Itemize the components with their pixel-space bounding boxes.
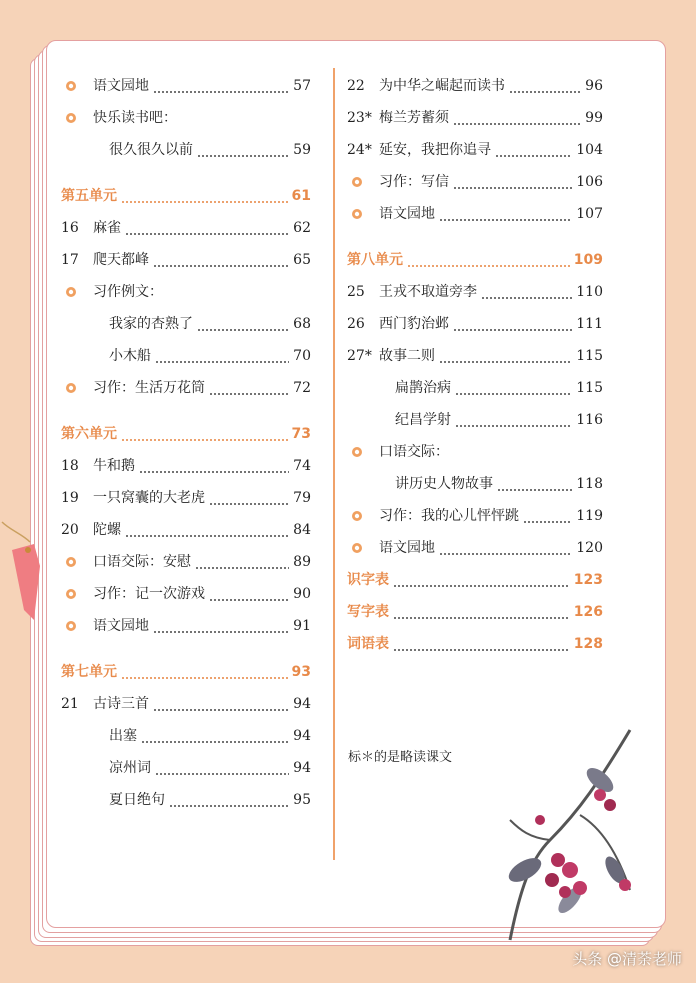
lesson-number: 21: [61, 696, 79, 712]
entry-title: 梅兰芳蓄须: [379, 110, 449, 126]
entry-title: 为中华之崛起而读书: [379, 78, 505, 94]
leader-dots: [497, 473, 572, 495]
page-number: 115: [576, 348, 603, 364]
leader-dots: [481, 281, 572, 303]
flower-bullet-icon: [65, 80, 77, 92]
entry-title: 口语交际：安慰: [93, 554, 191, 570]
toc-entry[interactable]: [61, 217, 311, 239]
leader-dots: [121, 185, 288, 207]
flower-bullet-icon: [351, 446, 363, 458]
lesson-number: 26: [347, 316, 365, 332]
appendix-entry[interactable]: [347, 601, 603, 623]
lesson-number: 18: [61, 458, 79, 474]
toc-entry[interactable]: [347, 441, 603, 463]
lesson-number: 27*: [347, 348, 372, 364]
page-number: 118: [576, 476, 603, 492]
flower-bullet-icon: [65, 112, 77, 124]
reading-note: 标＊的是略读课文: [348, 750, 453, 765]
leader-dots: [495, 139, 572, 161]
toc-entry[interactable]: [61, 377, 311, 399]
flower-bullet-icon: [65, 286, 77, 298]
appendix-entry[interactable]: [347, 633, 603, 655]
toc-entry[interactable]: [347, 281, 603, 303]
page-number: 119: [576, 508, 603, 524]
flower-bullet-icon: [65, 620, 77, 632]
page-number: 91: [293, 618, 311, 634]
lesson-number: 19: [61, 490, 79, 506]
leader-dots: [195, 551, 289, 573]
flower-bullet-icon: [65, 556, 77, 568]
toc-entry[interactable]: [61, 455, 311, 477]
toc-entry[interactable]: [61, 281, 311, 303]
page-number: 74: [293, 458, 311, 474]
lesson-number: 20: [61, 522, 79, 538]
toc-entry[interactable]: [347, 139, 603, 161]
page-number: 93: [291, 664, 311, 680]
leader-dots: [393, 601, 570, 623]
toc-entry[interactable]: [61, 345, 311, 367]
toc-entry[interactable]: [347, 107, 603, 129]
entry-title: 陀螺: [93, 522, 121, 538]
page-number: 68: [293, 316, 311, 332]
unit-heading[interactable]: [61, 185, 311, 207]
entry-title: 口语交际：: [379, 444, 449, 460]
flower-bullet-icon: [351, 208, 363, 220]
page-number: 116: [576, 412, 603, 428]
leader-dots: [141, 725, 289, 747]
entry-title: 习作例文：: [93, 284, 163, 300]
plum-branch-illustration: [430, 720, 650, 950]
leader-dots: [153, 249, 289, 271]
page-number: 110: [576, 284, 603, 300]
page-number: 90: [293, 586, 311, 602]
entry-title: 王戎不取道旁李: [379, 284, 477, 300]
toc-entry[interactable]: [61, 107, 311, 129]
entry-title: 习作：我的心儿怦怦跳: [379, 508, 519, 524]
entry-title: 延安，我把你追寻: [379, 142, 491, 158]
bookmark-tag-icon: [0, 520, 50, 640]
unit-heading[interactable]: [61, 661, 311, 683]
toc-entry[interactable]: [61, 789, 311, 811]
leader-dots: [121, 423, 288, 445]
page-number: 120: [576, 540, 603, 556]
leader-dots: [453, 107, 581, 129]
page-number: 111: [576, 316, 603, 332]
leader-dots: [153, 693, 289, 715]
flower-bullet-icon: [65, 588, 77, 600]
toc-entry[interactable]: [347, 171, 603, 193]
page-number: 109: [573, 252, 603, 268]
page-number: 123: [573, 572, 603, 588]
flower-bullet-icon: [351, 542, 363, 554]
entry-title: 习作：写信: [379, 174, 449, 190]
entry-title: 古诗三首: [93, 696, 149, 712]
entry-title: 快乐读书吧：: [93, 110, 177, 126]
entry-title: 一只窝囊的大老虎: [93, 490, 205, 506]
leader-dots: [153, 75, 289, 97]
toc-entry[interactable]: [347, 409, 603, 431]
entry-title: 爬天都峰: [93, 252, 149, 268]
leader-dots: [155, 757, 289, 779]
toc-entry[interactable]: [61, 313, 311, 335]
entry-title: 凉州词: [109, 760, 151, 776]
lesson-number: 23*: [347, 110, 372, 126]
lesson-number: 22: [347, 78, 365, 94]
leader-dots: [453, 171, 572, 193]
leader-dots: [139, 455, 289, 477]
flower-bullet-icon: [351, 176, 363, 188]
leader-dots: [393, 633, 570, 655]
leader-dots: [393, 569, 570, 591]
toc-entry[interactable]: [347, 313, 603, 335]
page-number: 115: [576, 380, 603, 396]
leader-dots: [153, 615, 289, 637]
appendix-entry[interactable]: [347, 569, 603, 591]
leader-dots: [209, 583, 289, 605]
page-number: 73: [291, 426, 311, 442]
flower-bullet-icon: [351, 510, 363, 522]
page-number: 89: [293, 554, 311, 570]
page-number: 62: [293, 220, 311, 236]
leader-dots: [453, 313, 572, 335]
entry-title: 麻雀: [93, 220, 121, 236]
leader-dots: [455, 377, 572, 399]
page-number: 107: [576, 206, 603, 222]
entry-title: 出塞: [109, 728, 137, 744]
heading-label: 写字表: [347, 604, 389, 620]
lesson-number: 24*: [347, 142, 372, 158]
column-divider: [333, 68, 335, 860]
lesson-number: 17: [61, 252, 79, 268]
entry-title: 习作：记一次游戏: [93, 586, 205, 602]
toc-entry[interactable]: [347, 377, 603, 399]
entry-title: 小木船: [109, 348, 151, 364]
toc-entry[interactable]: [61, 519, 311, 541]
toc-entry[interactable]: [347, 505, 603, 527]
leader-dots: [439, 537, 572, 559]
leader-dots: [169, 789, 289, 811]
toc-entry[interactable]: [347, 345, 603, 367]
page-number: 94: [293, 760, 311, 776]
heading-label: 第八单元: [347, 252, 403, 268]
flower-bullet-icon: [65, 382, 77, 394]
leader-dots: [407, 249, 570, 271]
toc-entry[interactable]: [61, 487, 311, 509]
page-number: 70: [293, 348, 311, 364]
leader-dots: [439, 345, 572, 367]
page-number: 59: [293, 142, 311, 158]
leader-dots: [125, 217, 289, 239]
toc-entry[interactable]: [61, 757, 311, 779]
leader-dots: [455, 409, 572, 431]
watermark-footer: 头条 @清荼老师: [572, 950, 682, 968]
leader-dots: [155, 345, 289, 367]
unit-heading[interactable]: [61, 423, 311, 445]
page-number: 99: [585, 110, 603, 126]
heading-label: 识字表: [347, 572, 389, 588]
page-number: 79: [293, 490, 311, 506]
entry-title: 扁鹊治病: [395, 380, 451, 396]
page-number: 94: [293, 728, 311, 744]
page-number: 95: [293, 792, 311, 808]
heading-label: 第七单元: [61, 664, 117, 680]
entry-title: 纪昌学射: [395, 412, 451, 428]
leader-dots: [509, 75, 581, 97]
entry-title: 讲历史人物故事: [395, 476, 493, 492]
toc-entry[interactable]: [61, 551, 311, 573]
toc-entry[interactable]: [347, 473, 603, 495]
entry-title: 牛和鹅: [93, 458, 135, 474]
toc-entry[interactable]: [61, 583, 311, 605]
entry-title: 西门豹治邺: [379, 316, 449, 332]
page-number: 128: [573, 636, 603, 652]
entry-title: 习作：生活万花筒: [93, 380, 205, 396]
entry-title: 故事二则: [379, 348, 435, 364]
entry-title: 语文园地: [379, 206, 435, 222]
lesson-number: 25: [347, 284, 365, 300]
toc-entry[interactable]: [61, 725, 311, 747]
page-number: 126: [573, 604, 603, 620]
leader-dots: [197, 139, 289, 161]
leader-dots: [197, 313, 289, 335]
toc-entry[interactable]: [347, 537, 603, 559]
lesson-number: 16: [61, 220, 79, 236]
leader-dots: [209, 487, 289, 509]
heading-label: 第五单元: [61, 188, 117, 204]
page-number: 94: [293, 696, 311, 712]
page-number: 65: [293, 252, 311, 268]
entry-title: 语文园地: [93, 618, 149, 634]
entry-title: 很久很久以前: [109, 142, 193, 158]
entry-title: 语文园地: [93, 78, 149, 94]
leader-dots: [523, 505, 572, 527]
toc-entry[interactable]: [347, 75, 603, 97]
leader-dots: [209, 377, 289, 399]
toc-entry[interactable]: [61, 693, 311, 715]
page-number: 96: [585, 78, 603, 94]
toc-entry[interactable]: [61, 615, 311, 637]
heading-label: 词语表: [347, 636, 389, 652]
leader-dots: [439, 203, 572, 225]
page-number: 61: [291, 188, 311, 204]
unit-heading[interactable]: [347, 249, 603, 271]
page-number: 104: [576, 142, 603, 158]
leader-dots: [125, 519, 289, 541]
toc-entry[interactable]: [61, 249, 311, 271]
toc-entry[interactable]: [61, 139, 311, 161]
entry-title: 夏日绝句: [109, 792, 165, 808]
page-number: 72: [293, 380, 311, 396]
entry-title: 我家的杏熟了: [109, 316, 193, 332]
page-number: 84: [293, 522, 311, 538]
page-number: 57: [293, 78, 311, 94]
page-number: 106: [576, 174, 603, 190]
leader-dots: [121, 661, 288, 683]
heading-label: 第六单元: [61, 426, 117, 442]
toc-entry[interactable]: [347, 203, 603, 225]
entry-title: 语文园地: [379, 540, 435, 556]
toc-entry[interactable]: [61, 75, 311, 97]
